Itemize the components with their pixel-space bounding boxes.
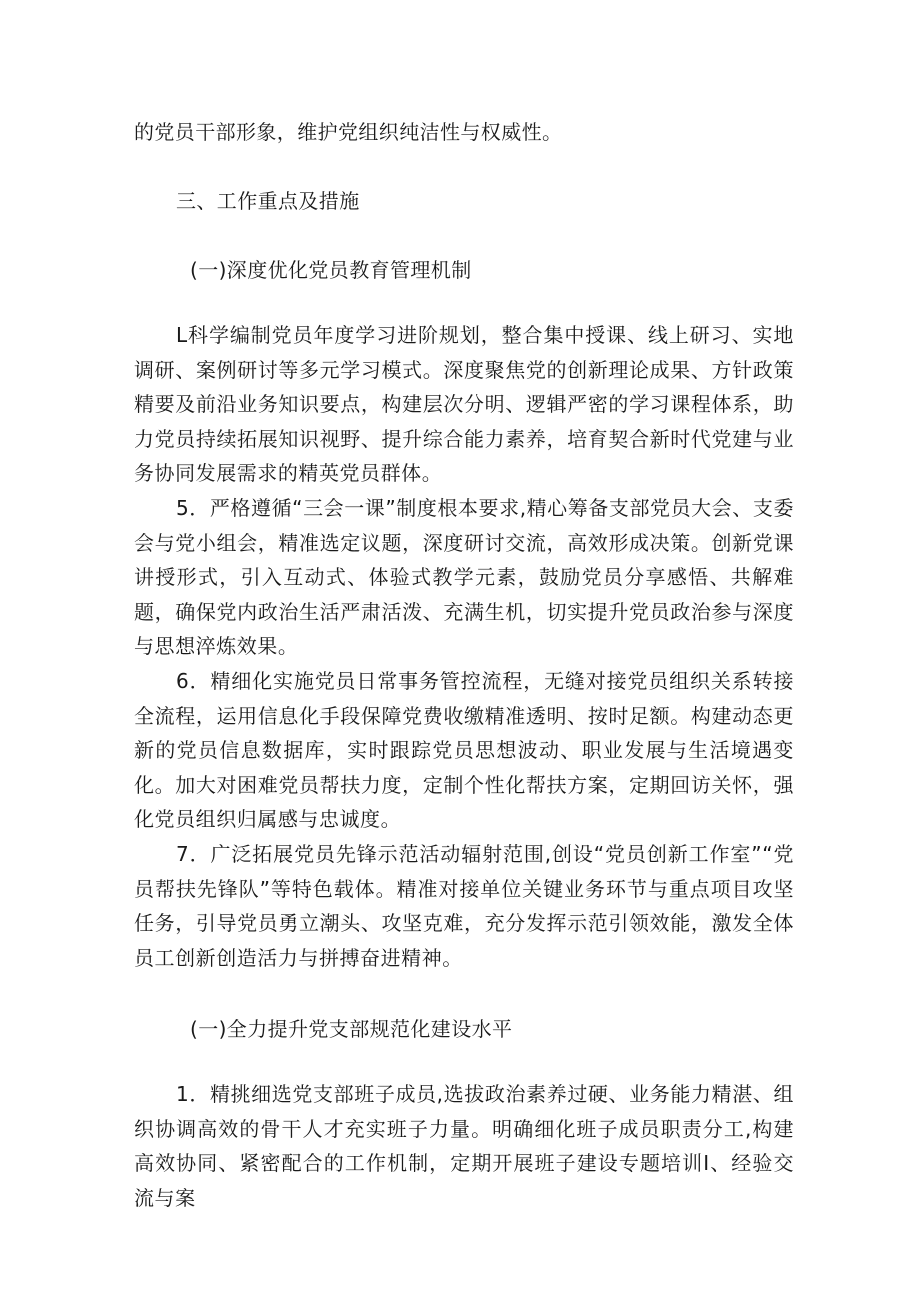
paragraph-three-meetings: 5．严格遵循“三会一课”制度根本要求,精心筹备支部党员大会、支委会与党小组会，精准选定议题，深度研讨交流，高效形成决策。创新党课讲授形式，引入互动式、体验式教学元素，鼓励党员分享感悟、共解难题，确保党内政治生活严肃活泼、充满生机，切实提升党员政治参与深度与思想淬炼效果。 (134, 496, 794, 659)
paragraph-study-plan: L科学编制党员年度学习进阶规划，整合集中授课、线上研习、实地调研、案例研讨等多元学习模式。深度聚焦党的创新理论成果、方针政策精要及前沿业务知识要点，构建层次分明、逻辑严密的学习课程体系，助力党员持续拓展知识视野、提升综合能力素养，培育契合新时代党建与业务协同发展需求的精英党员群体。 (134, 323, 794, 486)
subsection-heading-education: (一)深度优化党员教育管理机制 (190, 258, 472, 282)
paragraph-daily-affairs: 6．精细化实施党员日常事务管控流程，无缝对接党员组织关系转接全流程，运用信息化手段保障党费收缴精准透明、按时足额。构建动态更新的党员信息数据库，实时跟踪党员思想波动、职业发展与生活境遇变化。加大对困难党员帮扶力度，定制个性化帮扶方案，定期回访关怀，强化党员组织归属感与忠诚度。 (134, 669, 794, 832)
section-heading: 三、工作重点及措施 (176, 189, 360, 213)
paragraph-pioneer-activities: 7．广泛拓展党员先锋示范活动辐射范围,创设“党员创新工作室”“党员帮扶先锋队”等特色载体。精准对接单位关键业务环节与重点项目攻坚任务，引导党员勇立潮头、攻坚克难，充分发挥示范引领效能，激发全体员工创新创造活力与拼搏奋进精神。 (134, 842, 794, 970)
paragraph-branch-members: 1．精挑细选党支部班子成员,选拔政治素养过硬、业务能力精湛、组织协调高效的骨干人才充实班子力量。明确细化班子成员职责分工,构建高效协同、紧密配合的工作机制，定期开展班子建设专题培训I、经验交流与案 (134, 1082, 794, 1210)
continuation-line: 的党员干部形象，维护党组织纯洁性与权威性。 (134, 120, 563, 144)
subsection-heading-branch-building: (一)全力提升党支部规范化建设水平 (190, 1017, 513, 1041)
